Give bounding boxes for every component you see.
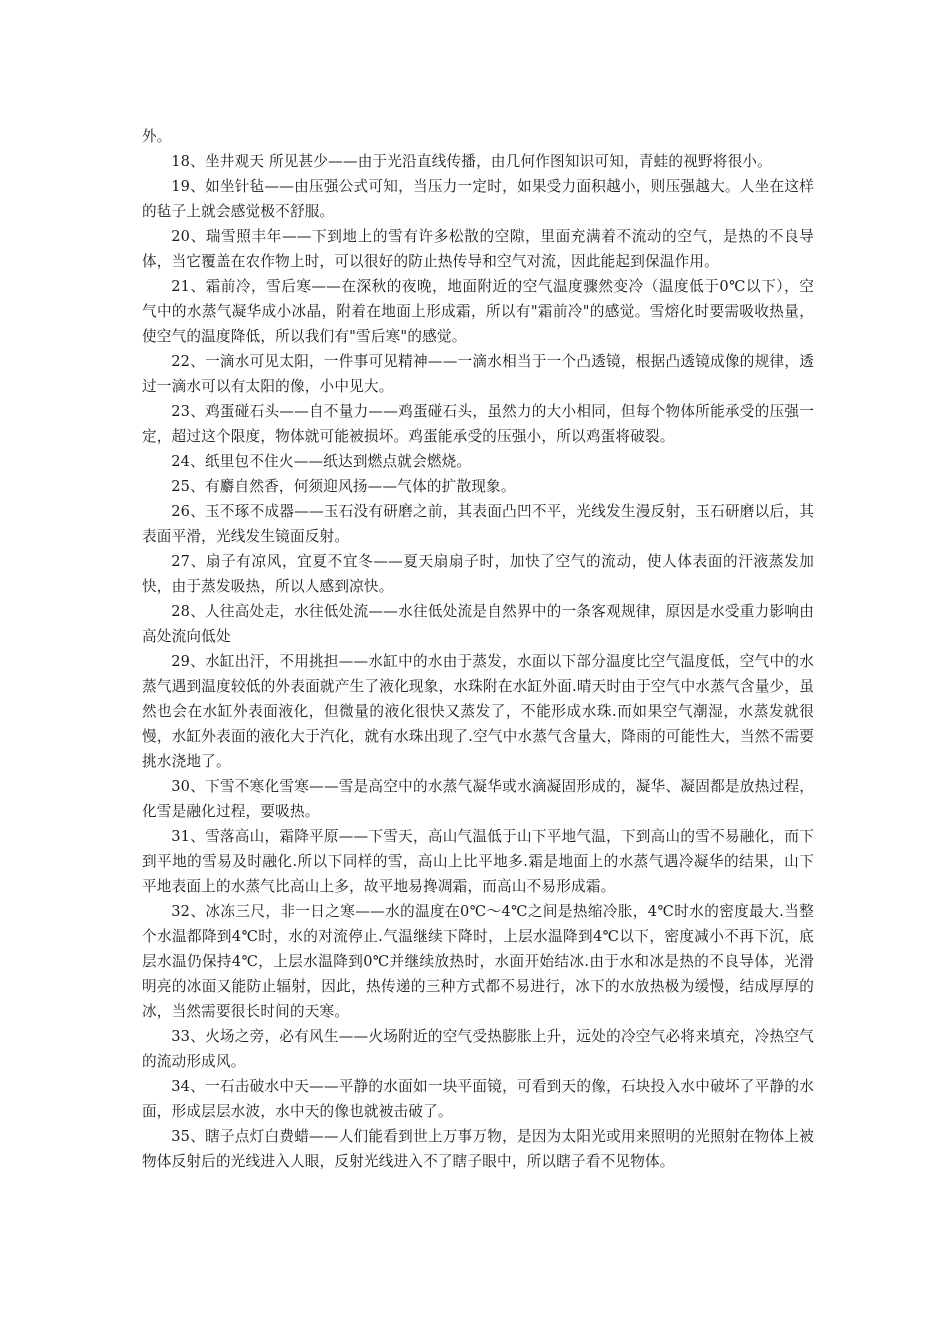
paragraph-item-32: 32、冰冻三尺，非一日之寒——水的温度在0℃～4℃之间是热缩冷胀，4℃时水的密度最大.当整个水温都降到4℃时，水的对流停止.气温继续下降时，上层水温降到4℃以下，密度减小不再下沉，底层水温仍保持4℃，上层水温降到0℃并继续放热时，水面开始结冰.由于水和冰是热的不良导体，光滑明亮的冰面又能防止辐射，因此，热传递的三种方式都不易进行，冰下的水放热极为缓慢，结成厚厚的冰，当然需要很长时间的天寒。 [142, 903, 814, 1020]
paragraph-item-31: 31、雪落高山，霜降平原——下雪天，高山气温低于山下平地气温，下到高山的雪不易融化，而下到平地的雪易及时融化.所以下同样的雪，高山上比平地多.霜是地面上的水蒸气遇冷凝华的结果，山下平地表面上的水蒸气比高山上多，故平地易搀凋霜，而高山不易形成霜。 [142, 828, 814, 895]
paragraph-item-21: 21、霜前冷，雪后寒——在深秋的夜晚，地面附近的空气温度骤然变冷（温度低于0℃以下），空气中的水蒸气凝华成小冰晶，附着在地面上形成霜，所以有"霜前冷"的感觉。雪熔化时要需吸收热量，使空气的温度降低，所以我们有"雪后寒"的感觉。 [142, 278, 814, 345]
paragraph-item-24: 24、纸里包不住火——纸达到燃点就会燃烧。 [171, 453, 472, 470]
paragraph-item-29: 29、水缸出汗，不用挑担——水缸中的水由于蒸发，水面以下部分温度比空气温度低，空气中的水蒸气遇到温度较低的外表面就产生了液化现象，水珠附在水缸外面.晴天时由于空气中水蒸气含量少，虽然也会在水缸外表面液化，但微量的液化很快又蒸发了，不能形成水珠.而如果空气潮湿，水蒸发就很慢，水缸外表面的液化大于汽化，就有水珠出现了.空气中水蒸气含量大，降雨的可能性大，当然不需要挑水浇地了。 [142, 653, 814, 770]
paragraph-item-35: 35、瞎子点灯白费蜡——人们能看到世上万事万物，是因为太阳光或用来照明的光照射在物体上被物体反射后的光线进入人眼，反射光线进入不了瞎子眼中，所以瞎子看不见物体。 [142, 1128, 814, 1170]
paragraph-item-22: 22、一滴水可见太阳，一件事可见精神——一滴水相当于一个凸透镜，根据凸透镜成像的规律，透过一滴水可以有太阳的像，小中见大。 [142, 353, 814, 395]
paragraph-item-26: 26、玉不琢不成器——玉石没有研磨之前，其表面凸凹不平，光线发生漫反射，玉石研磨以后，其表面平滑，光线发生镜面反射。 [142, 503, 814, 545]
paragraph-item-34: 34、一石击破水中天——平静的水面如一块平面镜，可看到天的像，石块投入水中破坏了平静的水面，形成层层水波，水中天的像也就被击破了。 [142, 1078, 814, 1120]
paragraph-item-20: 20、瑞雪照丰年——下到地上的雪有许多松散的空隙，里面充满着不流动的空气，是热的不良导体，当它覆盖在农作物上时，可以很好的防止热传导和空气对流，因此能起到保温作用。 [142, 228, 814, 270]
paragraph-item-19: 19、如坐针毡——由压强公式可知，当压力一定时，如果受力面积越小，则压强越大。人坐在这样的毡子上就会感觉极不舒服。 [142, 178, 814, 220]
paragraph-item-18: 18、坐井观天 所见甚少——由于光沿直线传播，由几何作图知识可知，青蛙的视野将很小。 [171, 153, 772, 170]
paragraph-item-27: 27、扇子有凉风，宜夏不宜冬——夏天扇扇子时，加快了空气的流动，使人体表面的汗液蒸发加快，由于蒸发吸热，所以人感到凉快。 [142, 553, 814, 595]
document-body [142, 124, 814, 1174]
paragraph-item-23: 23、鸡蛋碰石头——自不量力——鸡蛋碰石头，虽然力的大小相同，但每个物体所能承受的压强一定，超过这个限度，物体就可能被损坏。鸡蛋能承受的压强小，所以鸡蛋将破裂。 [142, 403, 814, 445]
paragraph-item-25: 25、有麝自然香，何须迎风扬——气体的扩散现象。 [171, 478, 516, 495]
paragraph-continuation: 外。 [142, 128, 172, 145]
paragraph-item-33: 33、火场之旁，必有风生——火场附近的空气受热膨胀上升，远处的冷空气必将来填充，冷热空气的流动形成风。 [142, 1028, 814, 1070]
paragraph-item-28: 28、人往高处走，水往低处流——水往低处流是自然界中的一条客观规律，原因是水受重力影响由高处流向低处 [142, 603, 814, 645]
paragraph-item-30: 30、下雪不寒化雪寒——雪是高空中的水蒸气凝华或水滴凝固形成的，凝华、凝固都是放热过程，化雪是融化过程，要吸热。 [142, 778, 814, 820]
